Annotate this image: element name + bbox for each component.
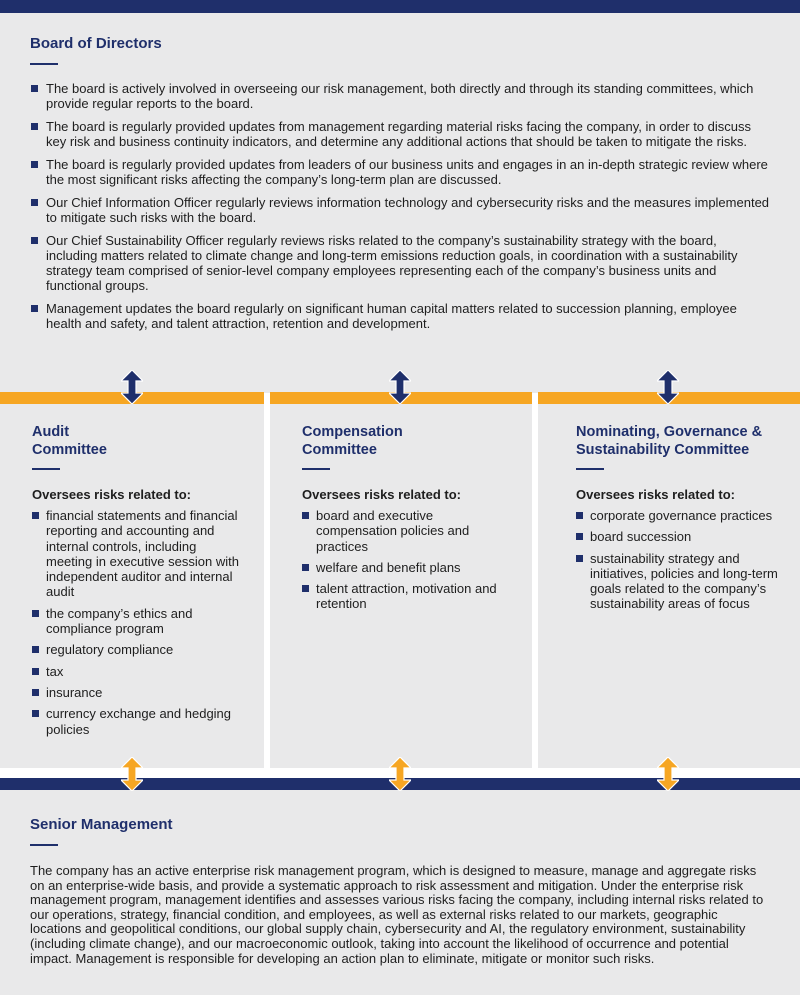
compensation-title-line2: Committee [302, 442, 377, 458]
title-rule [32, 468, 60, 470]
title-rule [30, 844, 58, 846]
board-list [30, 81, 770, 331]
audit-item: tax [32, 664, 244, 679]
board-title: Board of Directors [30, 35, 162, 52]
nominating-item: corporate governance practices [576, 508, 786, 523]
audit-item: the company’s ethics and compliance program [32, 606, 244, 637]
nominating-item: sustainability strategy and initiatives, policies and long-term goals related to the company’s sustainability areas of focus [576, 551, 786, 612]
board-item: Management updates the board regularly on significant human capital matters related to succession planning, employee health and safety, and talent attraction, retention and development. [30, 301, 770, 331]
audit-subhead: Oversees risks related to: [32, 487, 191, 502]
double-arrow-icon [121, 370, 143, 404]
double-arrow-icon [389, 757, 411, 791]
title-rule [576, 468, 604, 470]
title-rule [30, 63, 58, 65]
board-of-directors-panel [0, 13, 800, 393]
audit-title-line2: Committee [32, 442, 107, 458]
compensation-list [302, 508, 512, 612]
audit-item: regulatory compliance [32, 642, 244, 657]
board-item: The board is regularly provided updates from leaders of our business units and engages in an in-depth strategic review where the most significant risks affecting the company’s long-term plan are discussed. [30, 157, 770, 187]
board-item: The board is actively involved in overseeing our risk management, both directly and through its standing committees, which provide regular reports to the board. [30, 81, 770, 111]
double-arrow-icon [389, 370, 411, 404]
board-item: Our Chief Sustainability Officer regularly reviews risks related to the company’s sustainability strategy with the board, including matters related to climate change and long-term emissions reduction goals, in coordination with a sustainability strategy team comprised of senior-level company employees representing each of the company’s business units and functional groups. [30, 233, 770, 293]
audit-list [32, 508, 244, 737]
compensation-committee-title [302, 423, 512, 459]
compensation-item: board and executive compensation policies and practices [302, 508, 512, 554]
compensation-item: welfare and benefit plans [302, 560, 512, 575]
audit-title-line1: Audit [32, 424, 70, 440]
audit-item: financial statements and financial reporting and accounting and internal controls, including meeting in executive session with independent auditor and internal audit [32, 508, 244, 600]
nominating-title-line2: Sustainability Committee [576, 442, 750, 458]
audit-item: insurance [32, 685, 244, 700]
audit-item: currency exchange and hedging policies [32, 706, 244, 737]
compensation-committee-panel [270, 404, 532, 768]
board-item: Our Chief Information Officer regularly reviews information technology and cybersecurity risks and the measures implemented to mitigate such risks with the board. [30, 195, 770, 225]
top-navy-bar [0, 0, 800, 13]
audit-committee-panel [0, 404, 264, 768]
senior-management-panel [0, 790, 800, 995]
compensation-item: talent attraction, motivation and retention [302, 581, 512, 612]
double-arrow-icon [121, 757, 143, 791]
nominating-title-line1: Nominating, Governance & [576, 424, 763, 440]
audit-committee-title [32, 423, 244, 459]
board-item: The board is regularly provided updates from management regarding material risks facing the company, in order to discuss key risk and business continuity indicators, and determine any additional actions that should be taken to mitigate the risks. [30, 119, 770, 149]
compensation-title-line1: Compensation [302, 424, 403, 440]
nominating-committee-title [576, 423, 786, 459]
double-arrow-icon [657, 370, 679, 404]
nominating-list [576, 508, 786, 612]
title-rule [302, 468, 330, 470]
compensation-subhead: Oversees risks related to: [302, 487, 461, 502]
senior-management-title: Senior Management [30, 816, 173, 833]
double-arrow-icon [657, 757, 679, 791]
nominating-subhead: Oversees risks related to: [576, 487, 735, 502]
nominating-item: board succession [576, 529, 786, 544]
nominating-committee-panel [538, 404, 800, 768]
senior-management-body: The company has an active enterprise risk management program, which is designed to measure, manage and aggregate risks on an enterprise-wide basis, and provide a systematic approach to risk assessment and mitigation. Under the enterprise risk management program, management identifies and assesses various risks facing the company, including internal risks related to our operations, strategy, financial condition, and employees, as well as external risks related to our markets, geographic locations and geopolitical conditions, our global supply chain, cybersecurity and AI, the regulatory environment, sustainability (including climate change), and our macroeconomic outlook, taking into account the likelihood of occurrence and potential impact. Management is responsible for developing an action plan to eliminate, mitigate or monitor such risks. [30, 863, 764, 966]
